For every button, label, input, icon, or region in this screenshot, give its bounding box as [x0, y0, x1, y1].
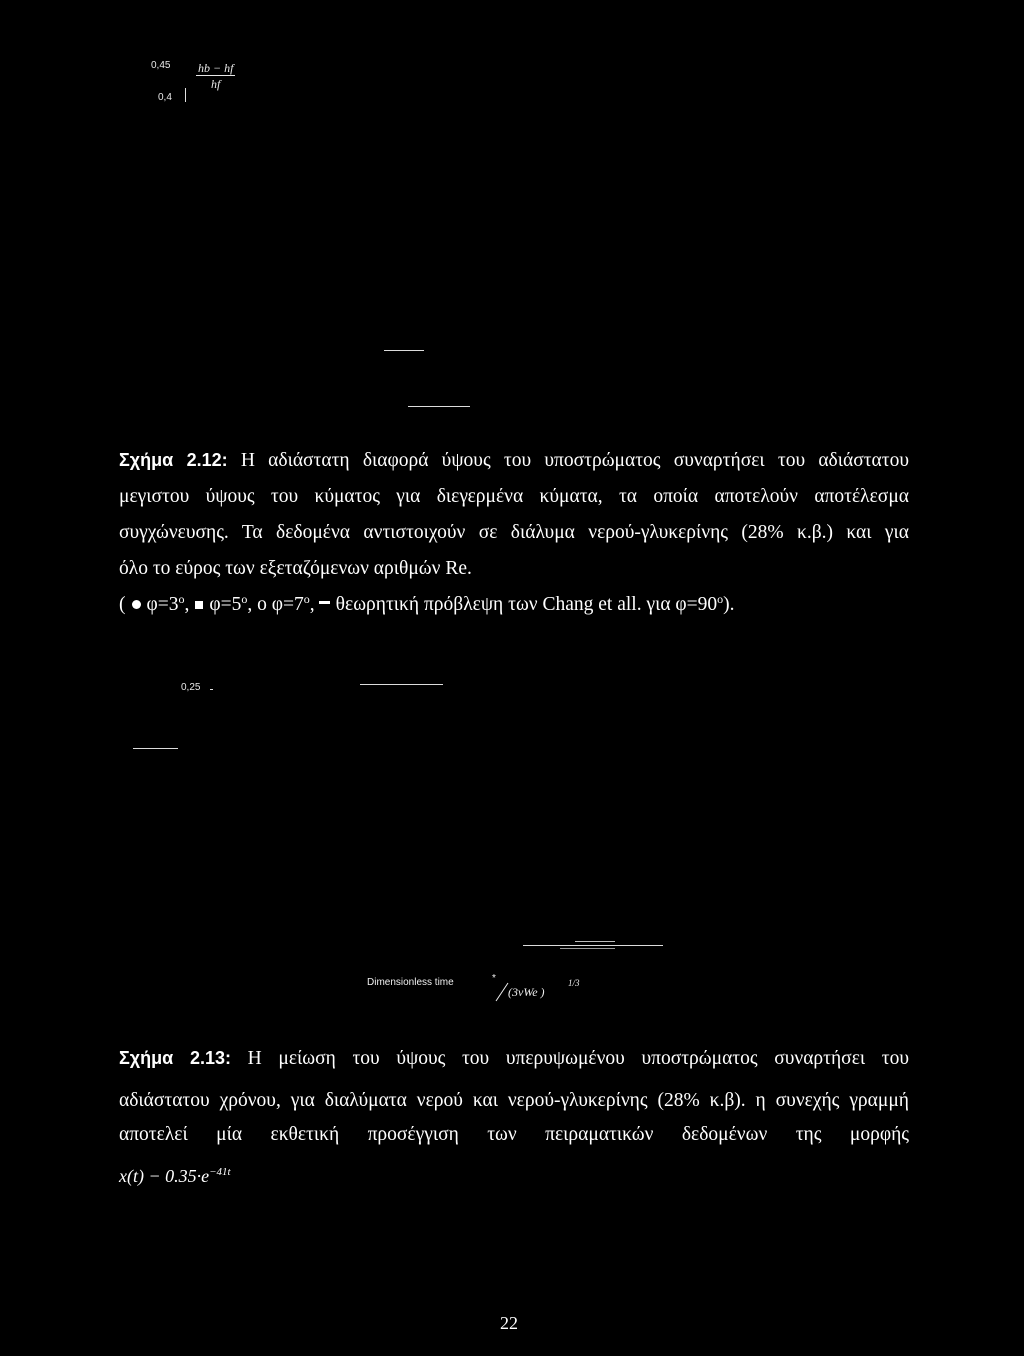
y-axis-tick [210, 689, 213, 690]
x-axis-label: Dimensionless time [367, 977, 454, 988]
figure-2-13 [0, 640, 1024, 1020]
legend-theory: θεωρητική πρόβλεψη των Chang et all. για φ=90 [335, 594, 718, 615]
y-tick-label-025: 0,25 [181, 682, 201, 693]
figure-2-12 [0, 0, 1024, 430]
degree-sup: ο [241, 592, 248, 606]
series-line-segment [408, 406, 470, 407]
y-axis-tick [185, 88, 186, 102]
legend-sep: , [184, 594, 190, 615]
caption-212-text-1: Η αδιάστατη διαφορά ύψους του υποστρώματος συναρτήσει του αδιάστατου [240, 450, 910, 471]
fit-curve-segment [523, 945, 663, 946]
caption-213-label: Σχήμα 2.13: [119, 1048, 232, 1068]
caption-212-line-2: μεγιστου ύψους του κύματος για διεγερμένα κύματα, τα οποία αποτελούν αποτέλεσμα [119, 486, 909, 507]
caption-212-legend [119, 588, 909, 621]
y-tick-label-045: 0,45 [151, 60, 171, 71]
legend-phi5: φ=5 [209, 594, 242, 615]
caption-212-line-3: συγχώνευσης. Τα δεδομένα αντιστοιχούν σε διάλυμα νερού-γλυκερίνης (28% κ.β.) και για [119, 522, 909, 543]
caption-213-line-1 [119, 1042, 909, 1075]
filled-circle-marker-icon [132, 600, 141, 609]
degree-sup: ο [178, 592, 185, 606]
fit-curve-segment [575, 941, 615, 942]
degree-sup: ο [717, 592, 724, 606]
fit-curve-segment [560, 948, 615, 949]
caption-213-text-1: Η μείωση του ύψους του υπερυψωμένου υποστρώματος συναρτήσει του [247, 1048, 910, 1069]
caption-213-formula-line [119, 1160, 909, 1193]
caption-212-line-1 [119, 444, 909, 477]
legend-close-paren: ). [723, 594, 735, 615]
legend-phi3: φ=3 [146, 594, 179, 615]
caption-213-line-2: αδιάστατου χρόνου, για διαλύματα νερού και νερού-γλυκερίνης (28% κ.β). η συνεχής γραμμή [119, 1090, 909, 1111]
caption-212-line-4: όλο το εύρος των εξεταζόμενων αριθμών Re. [119, 558, 472, 579]
line-marker-icon [319, 601, 330, 604]
legend-open-paren: ( [119, 594, 126, 615]
series-line-segment [133, 748, 178, 749]
series-line-segment [384, 350, 424, 351]
y-label-denominator: hf [211, 77, 221, 91]
filled-square-marker-icon [195, 601, 203, 609]
y-axis-label [196, 62, 235, 90]
series-line-segment [360, 684, 443, 685]
degree-sup: ο [303, 592, 310, 606]
formula-exponent: −41t [209, 1166, 231, 1178]
caption-213-line-3: αποτελεί μία εκθετική προσέγγιση των πειραματικών δεδομένων της μορφής [119, 1124, 909, 1145]
x-axis-label-expression: (3νWe ) [508, 985, 545, 999]
exponential-fit-formula: x(t) − 0.35·e [119, 1166, 210, 1186]
legend-phi7: ο φ=7 [257, 594, 304, 615]
caption-212-label: Σχήμα 2.12: [119, 450, 228, 470]
legend-sep: , [309, 594, 315, 615]
legend-sep: , [247, 594, 253, 615]
y-label-numerator: hb − hf [198, 61, 234, 75]
x-axis-label-mark: * [492, 973, 496, 984]
x-axis-label-exponent: 1/3 [568, 978, 580, 988]
page-number: 22 [500, 1313, 518, 1333]
y-tick-label-04: 0,4 [158, 92, 172, 103]
